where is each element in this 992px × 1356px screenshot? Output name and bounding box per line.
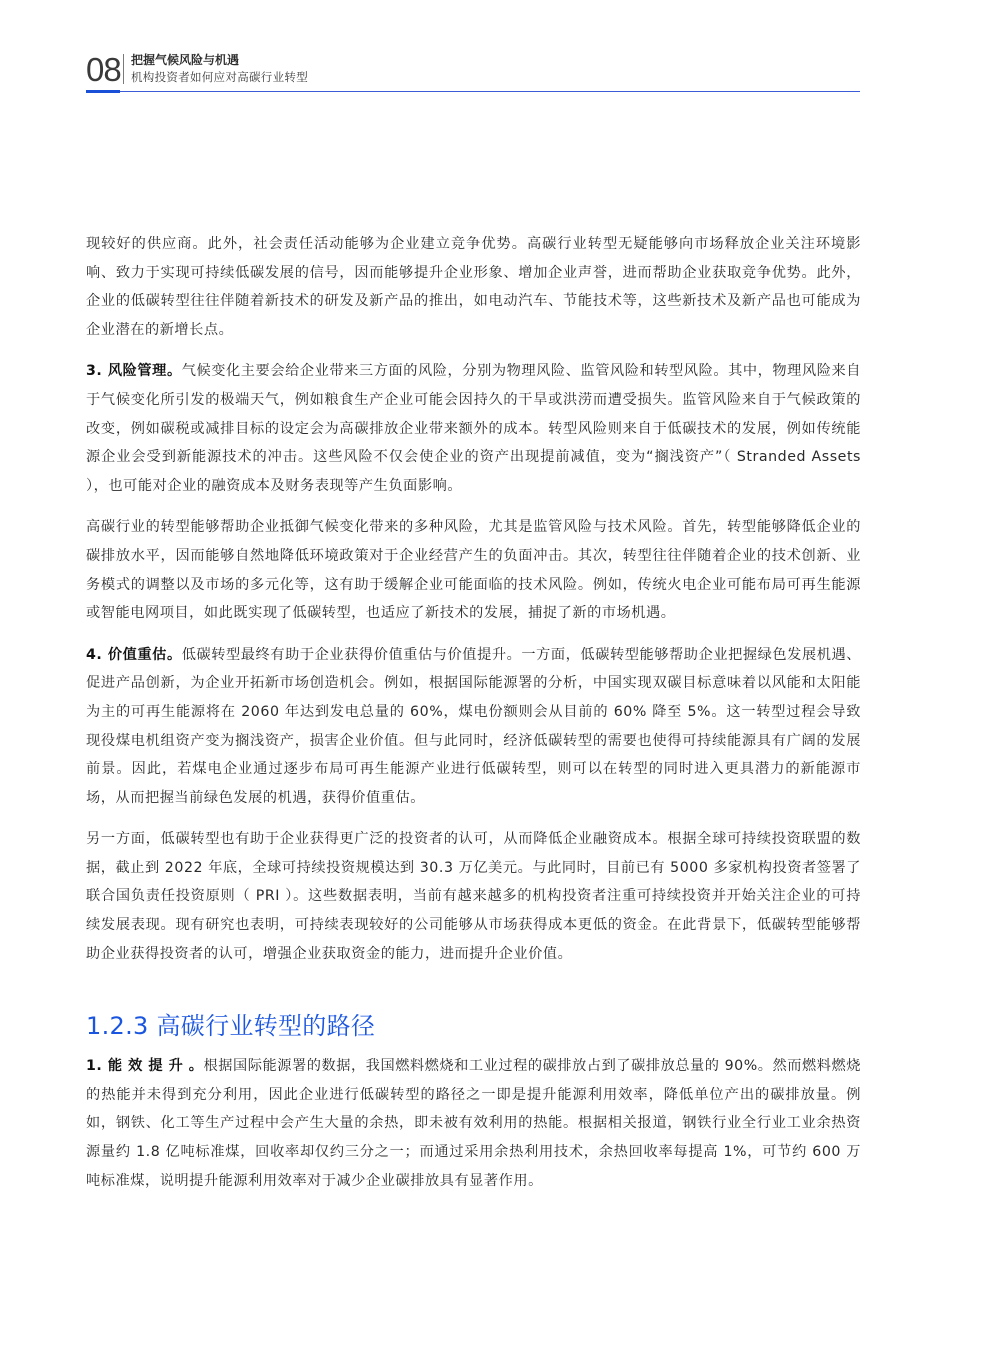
- header-accent-bar: [86, 90, 120, 93]
- header-rule: [86, 91, 860, 92]
- header-subtitle: 机构投资者如何应对高碳行业转型: [131, 70, 308, 84]
- paragraph-text: 现较好的供应商。此外，社会责任活动能够为企业建立竞争优势。高碳行业转型无疑能够向市场释放企业关注环境影响、致力于实现可持续低碳发展的信号，因而能够提升企业形象、增加企业声誉，进而帮助企业获取竞争优势。此外，企业的低碳转型往往伴随着新技术的研发及新产品的推出，如电动汽车、节能技术等，这些新技术及新产品也可能成为企业潜在的新增长点。: [86, 236, 861, 338]
- header-title: 把握气候风险与机遇: [131, 53, 240, 67]
- paragraph-text: 另一方面，低碳转型也有助于企业获得更广泛的投资者的认可，从而降低企业融资成本。根据全球可持续投资联盟的数据，截止到 2022 年底，全球可持续投资规模达到 30.3 万亿美元。与此同时，目前已有 5000 多家机构投资者签署了联合国负责任投资原则（ PRI ）。这些数据表明，当前有越来越多的机构投资者注重可持续投资并开始关注企业的可持续发展表现。现有研究也表明，可持续表现较好的公司能够从市场获得成本更低的资金。在此背景下，低碳转型能够帮助企业获得投资者的认可，增强企业获取资金的能力，进而提升企业价值。: [86, 831, 861, 962]
- body-paragraph: [86, 641, 861, 813]
- body-paragraph: [86, 513, 861, 627]
- paragraph-lead: 1. 能 效 提 升 。: [86, 1058, 204, 1075]
- body-paragraph: [86, 357, 861, 500]
- paragraph-text: 气候变化主要会给企业带来三方面的风险，分别为物理风险、监管风险和转型风险。其中，物理风险来自于气候变化所引发的极端天气，例如粮食生产企业可能会因持久的干旱或洪涝而遭受损失。监管风险来自于气候政策的改变，例如碳税或减排目标的设定会为高碳排放企业带来额外的成本。转型风险则来自于低碳技术的发展，例如传统能源企业会受到新能源技术的冲击。这些风险不仅会使企业的资产出现提前减值，变为“搁浅资产”（ Stranded Assets ），也可能对企业的融资成本及财务表现等产生负面影响。: [86, 363, 861, 494]
- paragraph-lead: 4. 价值重估。: [86, 646, 182, 663]
- paragraph-text: 根据国际能源署的数据，我国燃料燃烧和工业过程的碳排放占到了碳排放总量的 90%。然而燃料燃烧的热能并未得到充分利用，因此企业进行低碳转型的路径之一即是提升能源利用效率，降低单位产出的碳排放量。例如，钢铁、化工等生产过程中会产生大量的余热，即未被有效利用的热能。根据相关报道，钢铁行业全行业工业余热资源量约 1.8 亿吨标准煤，回收率却仅约三分之一；而通过采用余热利用技术，余热回收率每提高 1%，可节约 600 万吨标准煤，说明提升能源利用效率对于减少企业碳排放具有显著作用。: [86, 1058, 861, 1189]
- paragraph-lead: 3. 风险管理。: [86, 363, 182, 380]
- section-heading: 1.2.3 高碳行业转型的路径: [86, 1012, 376, 1041]
- body-paragraph: [86, 825, 861, 968]
- header-divider: [123, 54, 124, 84]
- body-paragraph: [86, 230, 861, 344]
- page-header: [86, 50, 860, 94]
- page-number: 08: [86, 51, 121, 88]
- body-paragraph: [86, 1052, 861, 1195]
- paragraph-text: 低碳转型最终有助于企业获得价值重估与价值提升。一方面，低碳转型能够帮助企业把握绿色发展机遇、促进产品创新，为企业开拓新市场创造机会。例如，根据国际能源署的分析，中国实现双碳目标意味着以风能和太阳能为主的可再生能源将在 2060 年达到发电总量的 60%，煤电份额则会从目前的 60% 降至 5%。这一转型过程会导致现役煤电机组资产变为搁浅资产，损害企业价值。但与此同时，经济低碳转型的需要也使得可持续能源具有广阔的发展前景。因此，若煤电企业通过逐步布局可再生能源产业进行低碳转型，则可以在转型的同时进入更具潜力的新能源市场，从而把握当前绿色发展的机遇，获得价值重估。: [86, 646, 861, 806]
- paragraph-text: 高碳行业的转型能够帮助企业抵御气候变化带来的多种风险，尤其是监管风险与技术风险。首先，转型能够降低企业的碳排放水平，因而能够自然地降低环境政策对于企业经营产生的负面冲击。其次，转型往往伴随着企业的技术创新、业务模式的调整以及市场的多元化等，这有助于缓解企业可能面临的技术风险。例如，传统火电企业可能布局可再生能源或智能电网项目，如此既实现了低碳转型，也适应了新技术的发展，捕捉了新的市场机遇。: [86, 519, 861, 622]
- main-content: [86, 230, 861, 1208]
